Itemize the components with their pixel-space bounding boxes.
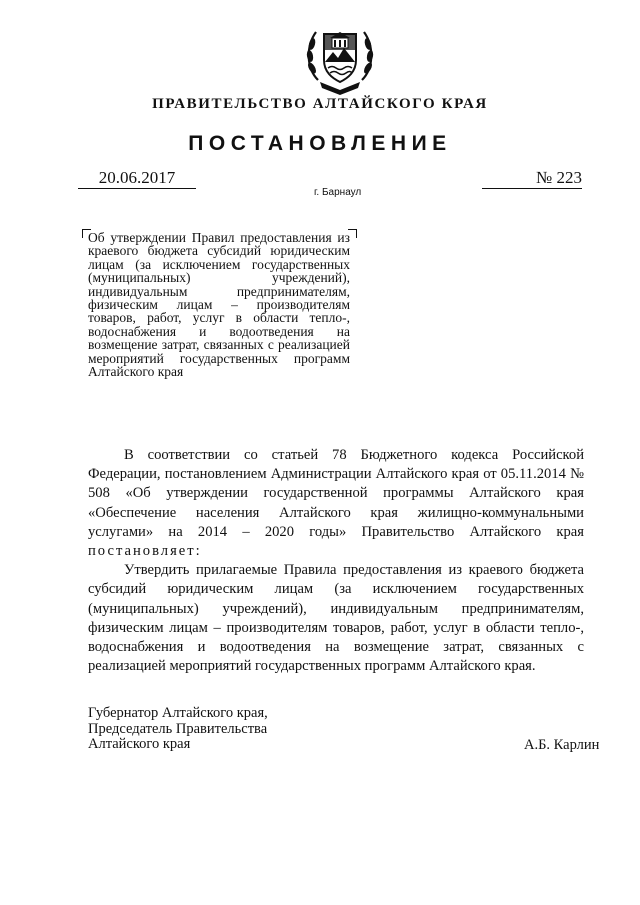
document-city: г. Барнаул	[314, 187, 362, 198]
body-basis-text: В соответствии со статьей 78 Бюджетного кодекса Российской Федерации, постановлением Администрации Алтайского края от 05.11.2014 № 508 «Об утверждении государственной программы Алтайского края «Обеспечение населения Алтайского края жилищно-коммунальными услугами» на 2014 – 2020 годы» Правительство Алтайского края	[88, 447, 584, 540]
body-paragraph-basis	[88, 446, 584, 561]
document-type-title: ПОСТАНОВЛЕНИЕ	[188, 132, 452, 155]
document-body	[88, 446, 584, 676]
signatory-title-line: Губернатор Алтайского края,	[88, 705, 268, 721]
body-resolves-word: постановляет:	[88, 543, 202, 560]
signatory-name: А.Б. Карлин	[524, 737, 600, 753]
document-number: № 223	[482, 168, 582, 189]
signatory-title-line: Алтайского края	[88, 736, 191, 753]
document-date: 20.06.2017	[78, 168, 196, 189]
coat-of-arms-icon	[300, 18, 380, 98]
body-paragraph-decision: Утвердить прилагаемые Правила предоставления из краевого бюджета субсидий юридическим лицам (за исключением государственных (муниципальных) учреждений), индивидуальным предпринимателям, физическим лицам – производителям товаров, работ, услуг в области тепло-, водоснабжения и водоотведения на возмещение затрат, связанных с реализацией мероприятий государственных программ Алтайского края.	[88, 562, 584, 675]
document-subject: Об утверждении Правил предоставления из краевого бюджета субсидий юридическим лицам (за исключением государственных (муниципальных) учреждений), индивидуальным предпринимателям, физическим лицам – производителям товаров, работ, услуг в области тепло-, водоснабжения и водоотведения на возмещение затрат, связанных с реализацией мероприятий государственных программ Алтайского края	[88, 230, 350, 380]
signatory-title-line: Председатель Правительства	[88, 720, 268, 737]
government-title: ПРАВИТЕЛЬСТВО АЛТАЙСКОГО КРАЯ	[152, 96, 488, 112]
signatory-title	[88, 706, 268, 753]
